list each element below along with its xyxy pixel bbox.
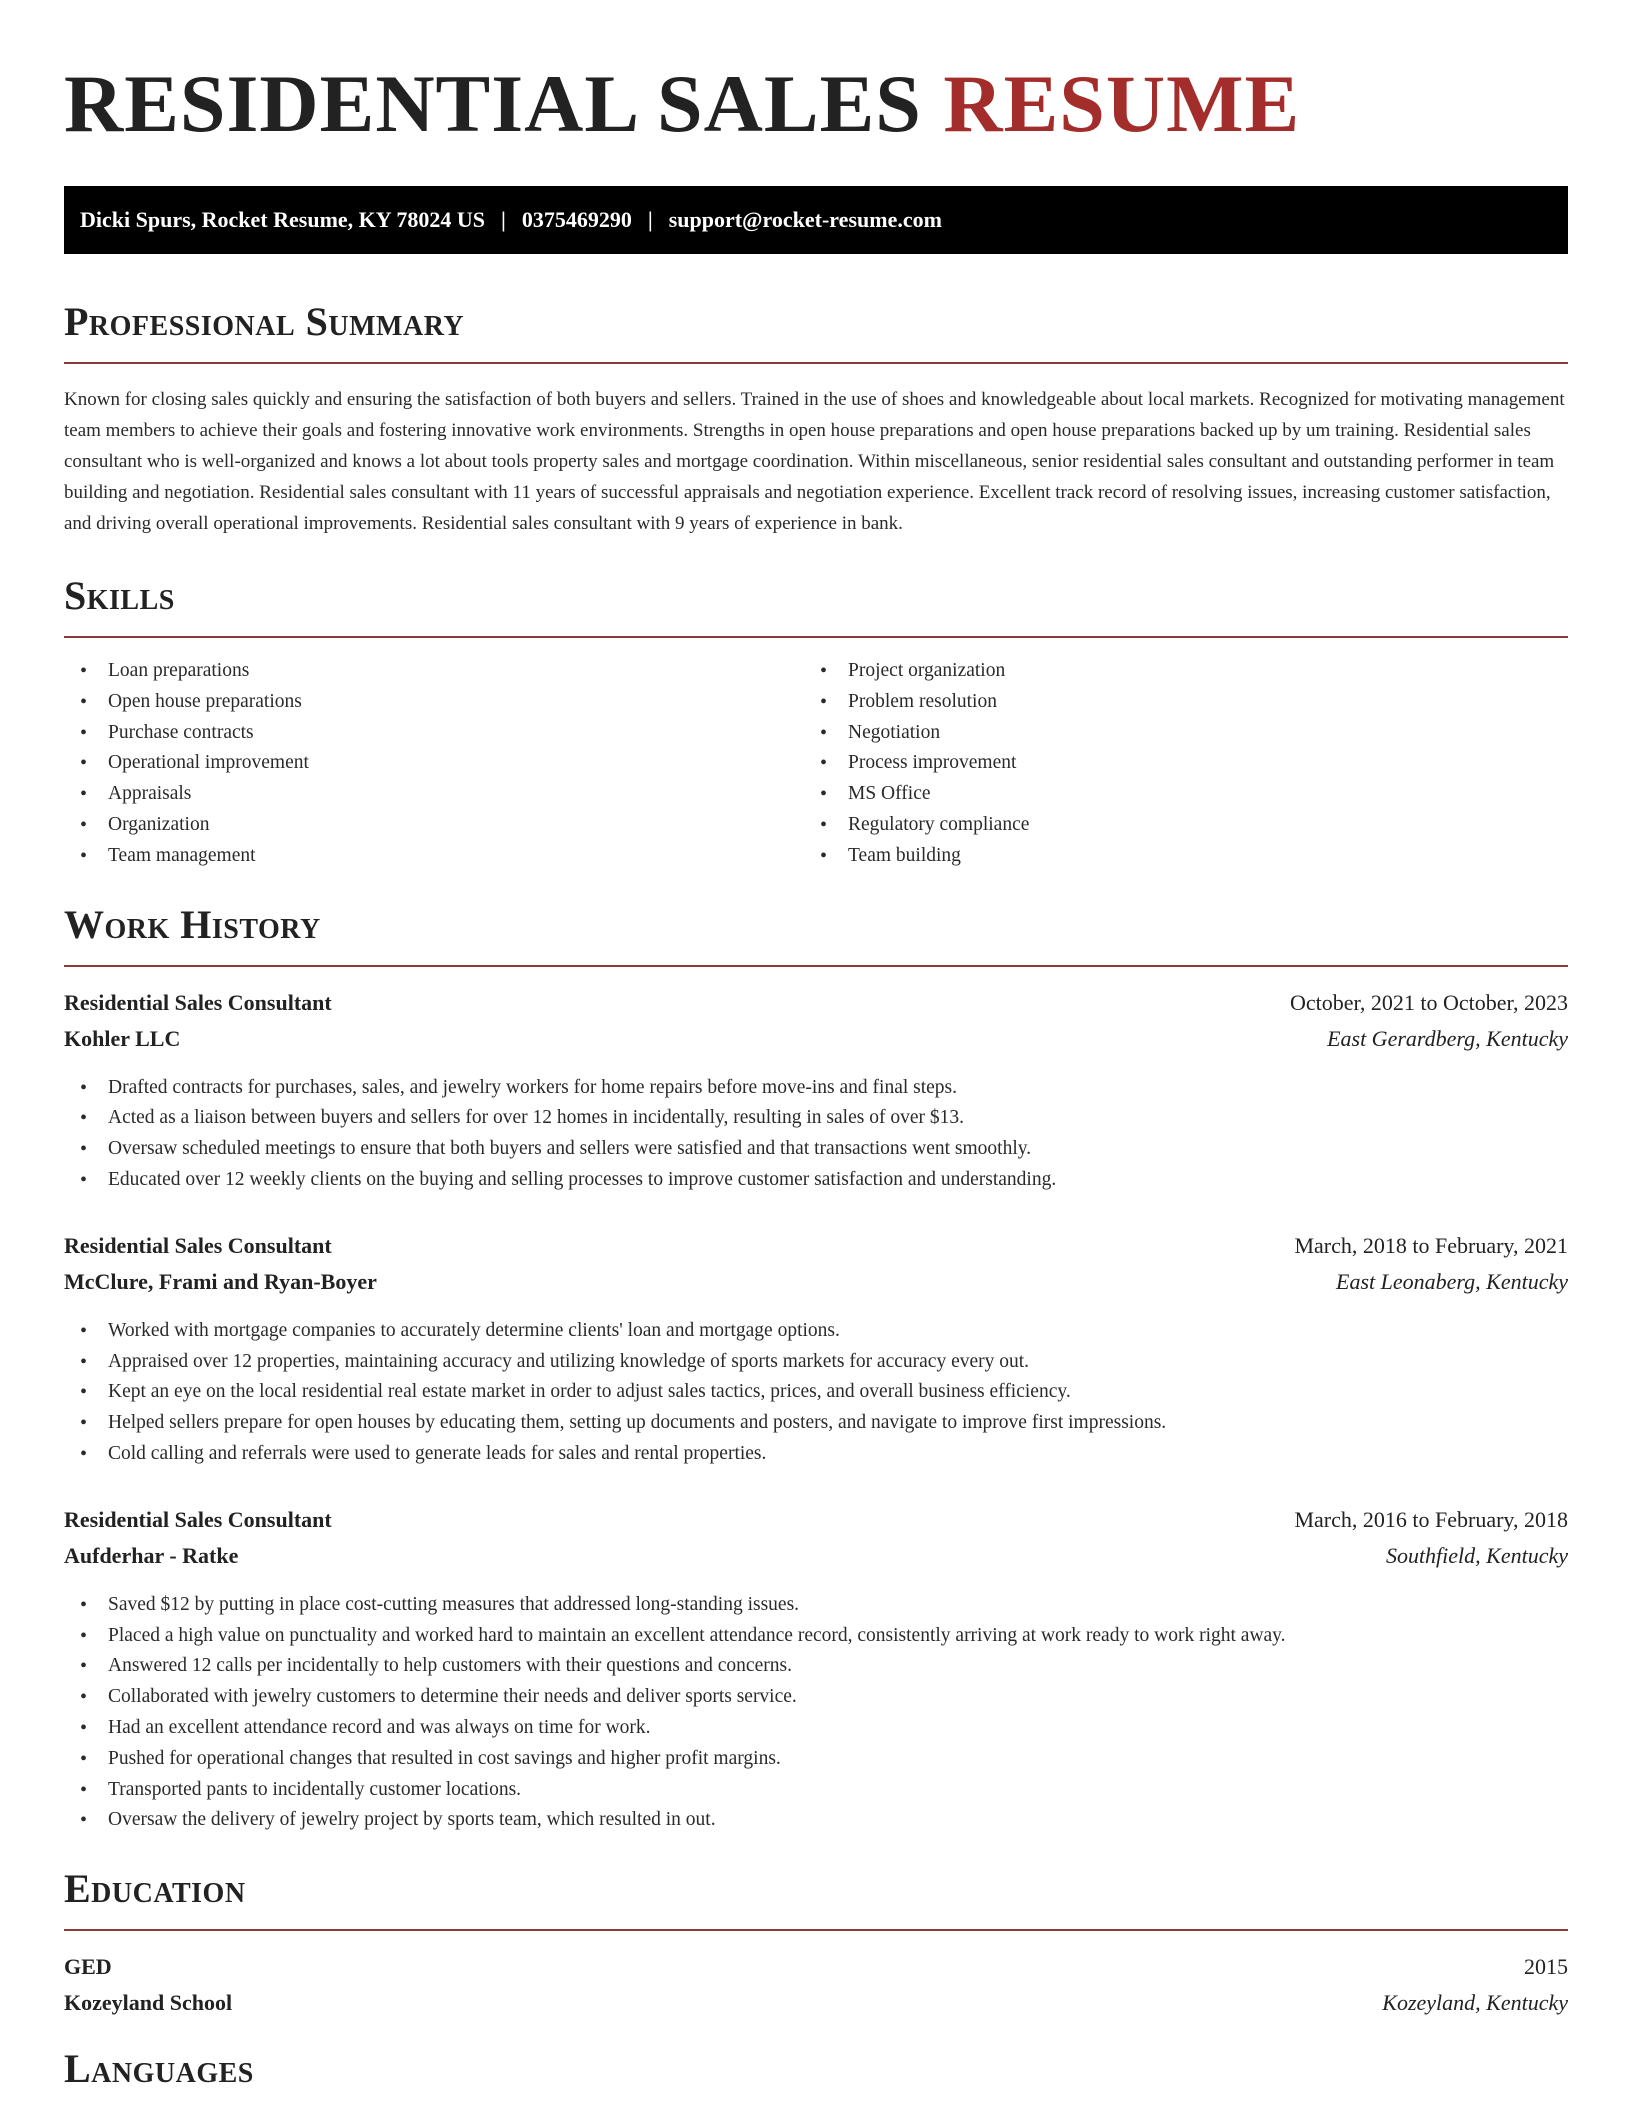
job-bullet: • Transported pants to incidentally customer locations. [64,1775,1568,1806]
section-divider [64,636,1568,638]
job-bullet: • Drafted contracts for purchases, sales, and jewelry workers for home repairs before move-ins and final steps. [64,1073,1568,1104]
title-main: RESIDENTIAL SALES [64,58,922,149]
skill-item: • Organization [64,810,804,841]
job-bullet: • Cold calling and referrals were used to generate leads for sales and rental properties. [64,1439,1568,1470]
job-company: Kohler LLC [64,1025,181,1051]
work-history-section [64,901,1568,1837]
education-heading: Education [64,1866,246,1912]
job-company-row [64,1264,1568,1300]
job-header-row [64,985,1568,1021]
languages-section [64,2045,1568,2093]
work-history-heading: Work History [64,901,321,947]
job-bullets [64,1316,1568,1470]
skill-item: • Problem resolution [804,687,1544,718]
job-bullet: • Educated over 12 weekly clients on the buying and selling processes to improve customer satisfaction and understanding. [64,1165,1568,1196]
languages-heading: Languages [64,2046,254,2092]
education-year: 2015 [1524,1954,1568,1980]
job-dates: October, 2021 to October, 2023 [1289,989,1568,1015]
job-bullet: • Oversaw the delivery of jewelry project by sports team, which resulted in out. [64,1805,1568,1836]
summary-section [64,298,1568,539]
contact-email: support@rocket-resume.com [668,207,942,232]
job-header-row [64,1228,1568,1264]
job-company: Aufderhar - Ratke [64,1542,239,1568]
job-header-row [64,1502,1568,1538]
job-bullet: • Placed a high value on punctuality and worked hard to maintain an excellent attendance record, consistently arriving at work ready to work right away. [64,1621,1568,1652]
education-location: Kozeyland, Kentucky [1382,1990,1568,2016]
job-dates: March, 2016 to February, 2018 [1294,1506,1568,1532]
job-bullet: • Saved $12 by putting in place cost-cutting measures that addressed long-standing issues. [64,1590,1568,1621]
education-school-row [64,1985,1568,2021]
skills-list-left [64,656,804,872]
job-title: Residential Sales Consultant [64,1506,332,1532]
job-location: East Gerardberg, Kentucky [1327,1025,1568,1051]
job-entry [64,1502,1568,1836]
skills-list-right [804,656,1544,872]
contact-separator: | [500,207,506,232]
job-bullets [64,1073,1568,1196]
job-dates: March, 2018 to February, 2021 [1294,1232,1568,1258]
skill-item: • Regulatory compliance [804,810,1544,841]
job-entry [64,1228,1568,1470]
job-bullets [64,1590,1568,1836]
contact-separator: | [647,207,653,232]
skill-item: • Appraisals [64,779,804,810]
skill-item: • Negotiation [804,718,1544,749]
skill-item: • Open house preparations [64,687,804,718]
education-entry [64,1949,1568,2021]
job-bullet: • Acted as a liaison between buyers and sellers for over 12 homes in incidentally, resulting in sales of over $13. [64,1103,1568,1134]
job-location: East Leonaberg, Kentucky [1336,1268,1568,1294]
skill-item: • Loan preparations [64,656,804,687]
education-header-row [64,1949,1568,1985]
contact-bar [64,186,1568,254]
contact-address: Dicki Spurs, Rocket Resume, KY 78024 US [80,207,485,232]
skill-item: • Project organization [804,656,1544,687]
job-company: McClure, Frami and Ryan-Boyer [64,1268,377,1294]
summary-text: Known for closing sales quickly and ensuring the satisfaction of both buyers and sellers. Trained in the use of shoes and knowledgeable about local markets. Recognized for motivating management team members to achieve their goals and fostering innovative work environments. Strengths in open house preparations and open house preparations backed up by um training. Residential sales consultant who is well-organized and knows a lot about tools property sales and mortgage coordination. Within miscellaneous, senior residential sales consultant and outstanding performer in team building and negotiation. Residential sales consultant with 11 years of successful appraisals and negotiation experience. Excellent track record of resolving issues, increasing customer satisfaction, and driving overall operational improvements. Residential sales consultant with 9 years of experience in bank. [64,389,1565,534]
skill-item: • Process improvement [804,748,1544,779]
job-bullet: • Appraised over 12 properties, maintaining accuracy and utilizing knowledge of sports markets for accuracy every out. [64,1347,1568,1378]
job-company-row [64,1538,1568,1574]
education-school: Kozeyland School [64,1990,233,2016]
job-bullet: • Helped sellers prepare for open houses by educating them, setting up documents and posters, and navigate to improve first impressions. [64,1408,1568,1439]
section-divider [64,1929,1568,1931]
skills-section [64,572,1568,872]
summary-heading: Professional Summary [64,299,465,344]
title-accent: RESUME [943,58,1301,149]
skill-item: • Team building [804,841,1544,872]
contact-phone: 0375469290 [521,207,632,232]
job-bullet: • Worked with mortgage companies to accurately determine clients' loan and mortgage options. [64,1316,1568,1347]
skill-item: • Operational improvement [64,748,804,779]
job-bullet: • Pushed for operational changes that resulted in cost savings and higher profit margins. [64,1744,1568,1775]
job-bullet: • Kept an eye on the local residential real estate market in order to adjust sales tactics, prices, and overall business efficiency. [64,1377,1568,1408]
skills-columns [64,656,1568,872]
skills-heading: Skills [64,573,175,618]
skill-item: • Team management [64,841,804,872]
skill-item: • MS Office [804,779,1544,810]
job-location: Southfield, Kentucky [1385,1542,1568,1568]
job-bullet: • Had an excellent attendance record and was always on time for work. [64,1713,1568,1744]
education-degree: GED [64,1954,112,1980]
section-divider [64,965,1568,967]
job-title: Residential Sales Consultant [64,989,332,1015]
job-bullet: • Oversaw scheduled meetings to ensure that both buyers and sellers were satisfied and that transactions went smoothly. [64,1134,1568,1165]
section-divider [64,362,1568,364]
skill-item: • Purchase contracts [64,718,804,749]
resume-title [64,0,1568,152]
job-entry [64,985,1568,1196]
job-company-row [64,1021,1568,1057]
job-bullet: • Answered 12 calls per incidentally to help customers with their questions and concerns. [64,1651,1568,1682]
education-section [64,1865,1568,2021]
job-bullet: • Collaborated with jewelry customers to determine their needs and deliver sports service. [64,1682,1568,1713]
job-title: Residential Sales Consultant [64,1232,332,1258]
